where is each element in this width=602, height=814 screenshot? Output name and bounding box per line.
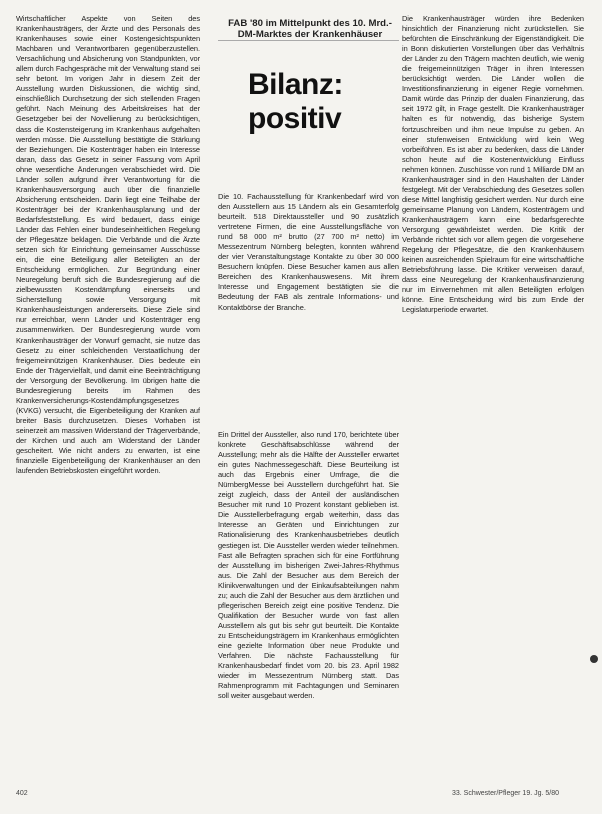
divider [218,40,399,41]
body-text: Ein Drittel der Aussteller, also rund 170, berichtete über konkrete Geschäftsabschlüsse während der Ausstellung; mehr als die Hälfte der Aussteller erwartet ein gutes Nachmessegeschäft. Diese Beurteilung ist auch das Ergebnis einer Umfrage, die die NürnbergMesse bei Ausstellern durchgeführt hat. Sie zeigt zugleich, dass der Anteil der ausländischen Besucher mit rund 10 Prozent konstant geblieben ist. Die Ausstellerbefragung ergab weiterhin, dass das Interesse an Geräten und Einrichtungen zur Rationalisierung des Krankenhausbetriebes deutlich gestiegen ist. Die Aussteller werden wieder teilnehmen. Fast alle Befragten sprachen sich für eine Fortführung der Ausstellung im bisherigen Zwei-Jahres-Rhythmus aus. Die Zahl der Besucher aus dem Bereich der Klinikverwaltungen und der Einkaufsabteilungen nahm zu; auch die Zahl der Besucher aus dem ärztlichen und pflegerischen Bereich zeigt eine positive Tendenz. Die Qualifikation der Besucher wurde von fast allen Ausstellern als gut bis sehr gut beurteilt. Die Kontakte zu Entscheidungsträgern im Krankenhaus ermöglichten eine gezielte Information über neue Produkte und Verfahren. Die nächste Fachausstellung für Krankenhausbedarf findet vom 20. bis 23. April 1982 wieder im Messezentrum Nürnberg statt. Das Rahmenprogramm mit Fachtagungen und Seminaren soll weiter ausgebaut werden. [218,430,399,701]
feature-header-box [218,14,399,430]
article-column-middle [218,430,399,778]
body-text: Die Krankenhausträger würden ihre Bedenken hinsichtlich der Finanzierung nicht zurückstellen. Sie befürchten die Einschränkung der Eigenständigkeit. Die in Bonn diskutierten Vorstellungen über das Verhältnis der Länder zu den Trägern machten deutlich, wie wenig die freigemeinnützigen Träger in ihren Interessen berücksichtigt werden. Die Länder wollen die Investitionsfinanzierung in eigener Regie vornehmen. Damit würde das Prinzip der dualen Finanzierung, das seit 1972 gilt, in Frage gestellt. Die Krankenhausträger halten es für notwendig, das bisherige System fortzuschreiben und ihm neue Impulse zu geben. An einer stufenweisen Entwicklung wird kein Weg vorbeiführen. Es ist aber zu bedenken, dass die Länder schon heute auf die Kostenentwicklung Einfluss nehmen können. Zuschüsse von rund 1 Milliarde DM an Krankenhausträger sind in den Haushalten der Länder festgelegt. Mit der Verabschiedung des Gesetzes sollen diese Mittel langfristig gesichert werden. Nur durch eine gemeinsame Planung von Ländern, Kostenträgern und Krankenhausträgern kann eine bedarfsgerechte Versorgung gewährleistet werden. Die Kritik der Verbände richtet sich vor allem gegen die vorgesehene Regelung der Pflegesätze, die den Krankenhäusern keinen ausreichenden Spielraum für eine wirtschaftliche Betriebsführung lasse. Die Kritiker verweisen darauf, dass eine Neuregelung der Krankenhausfinanzierung nur im Einvernehmen mit allen Beteiligten erfolgen könne. Eine Entscheidung wird bis zum Ende der Legislaturperiode erwartet. [402,14,584,315]
kicker-line: FAB '80 im Mittelpunkt des 10. Mrd.-DM-Marktes der Krankenhäuser [228,18,392,40]
page-number: 402 [16,790,28,797]
intro-text: Die 10. Fachausstellung für Krankenbedarf wird von den Ausstellern aus 15 Ländern als ein Gesamterfolg beurteilt. 518 Direktaussteller und 90 zusätzlich vertretene Firmen, die eine Ausstellungsfläche von rund 58 000 m² brutto (27 700 m² netto) im Messezentrum Nürnberg belegten, konnten während der vier Veranstaltungstage Kontakte zu über 30 000 Besuchern knüpfen. Diese Besucher kamen aus allen Bereichen des Krankenhauswesens. Mit ihrem Interesse und Engagement bestätigten sie die Bedeutung der FAB als zentrale Informations- und Kontaktbörse der Branche. [218,192,399,312]
paragraph-bullet-icon [590,655,598,663]
article-column-left [16,14,200,778]
article-column-right [402,14,584,778]
body-text: Wirtschaftlicher Aspekte von Seiten des Krankenhausträgers, der Ärzte und des Personals des Krankenhauses sowie einer Kostengesichtspunkten Machbaren und Verantwortbaren gegenüberzustellen. Versachlichung und Absicherung von Standpunkten, vor allem durch Fachgespräche mit der Verwaltung stand sei sehr betont. Im vorigen Jahr in diesem Zeit der Ausstellung wurden Diskussionen, die wichtig sind, einschließlich Durchsetzung der sich stellenden Fragen geführt. Nach Meinung des Arbeitskreises hat der Gesetzgeber bei der Novellierung zu berücksichtigen, dass die Kostensteigerung im Krankenhaus aufgehalten werden müsse. Die Ausstellung bestätigte die Stärkung der Beziehungen. Die Kostenträger haben ein Interesse daran, dass das Gesetz in seiner Fassung vom April ohne wesentliche Änderungen verabschiedet wird. Die Länder sollen aufgrund ihrer Verantwortung für die Krankenhausversorgung auch über die finanzielle Absicherung entscheiden. Darin liegt eine Teilhabe der Kostenträger bei der Krankenhausplanung und der Bedarfsfeststellung. Es wird bedauert, dass einige Länder das Fehlen einer bundeseinheitlichen Regelung der Pflegesätze beklagen. Die Verbände und die Ärzte setzen sich für Einrichtung gemeinsamer Ausschüsse ein, die eine Beteiligung aller Beteiligten an der Entscheidung ermöglichen. Zur Begründung einer Neuregelung beruft sich die Bundesregierung auf die zielbewussten Kostendämpfung einerseits und Sicherstellung sowie Versorgung mit Krankenhausleistungen andererseits. Diese Ziele sind nur erreichbar, wenn Länder und Kostenträger eng zusammenwirken. Der Bundesregierung wurde vom Krankenhausträger der Vorwurf gemacht, sie nutze das Gesetz zu einer schleichenden Verstaatlichung der freigemeinnützigen Krankenhäuser. Dies bedeute ein Ende der Trägervielfalt, und damit eine Beeinträchtigung der Versorgung der Bevölkerung. Im übrigen hatte die Bundesregierung bereits im Rahmen des Krankenversicherungs-Kostendämpfungsgesetzes (KVKG) versucht, die Eigenbeteiligung der Kranken auf breiter Basis durchzusetzen. Dieses Vorhaben ist seinerzeit am massiven Widerstand der Trägerverbände, der Kirchen und auch am Widerstand der Länder gescheitert. Wie nicht anders zu erwarten, ist eine finanzielle Eigenbeteiligung der Krankenhäuser an den laufenden Betriebskosten eingeführt worden. [16,14,200,476]
publication-footer: 33. Schwester/Pfleger 19. Jg. 5/80 [452,790,560,797]
headline: Bilanz: positiv [248,68,343,135]
